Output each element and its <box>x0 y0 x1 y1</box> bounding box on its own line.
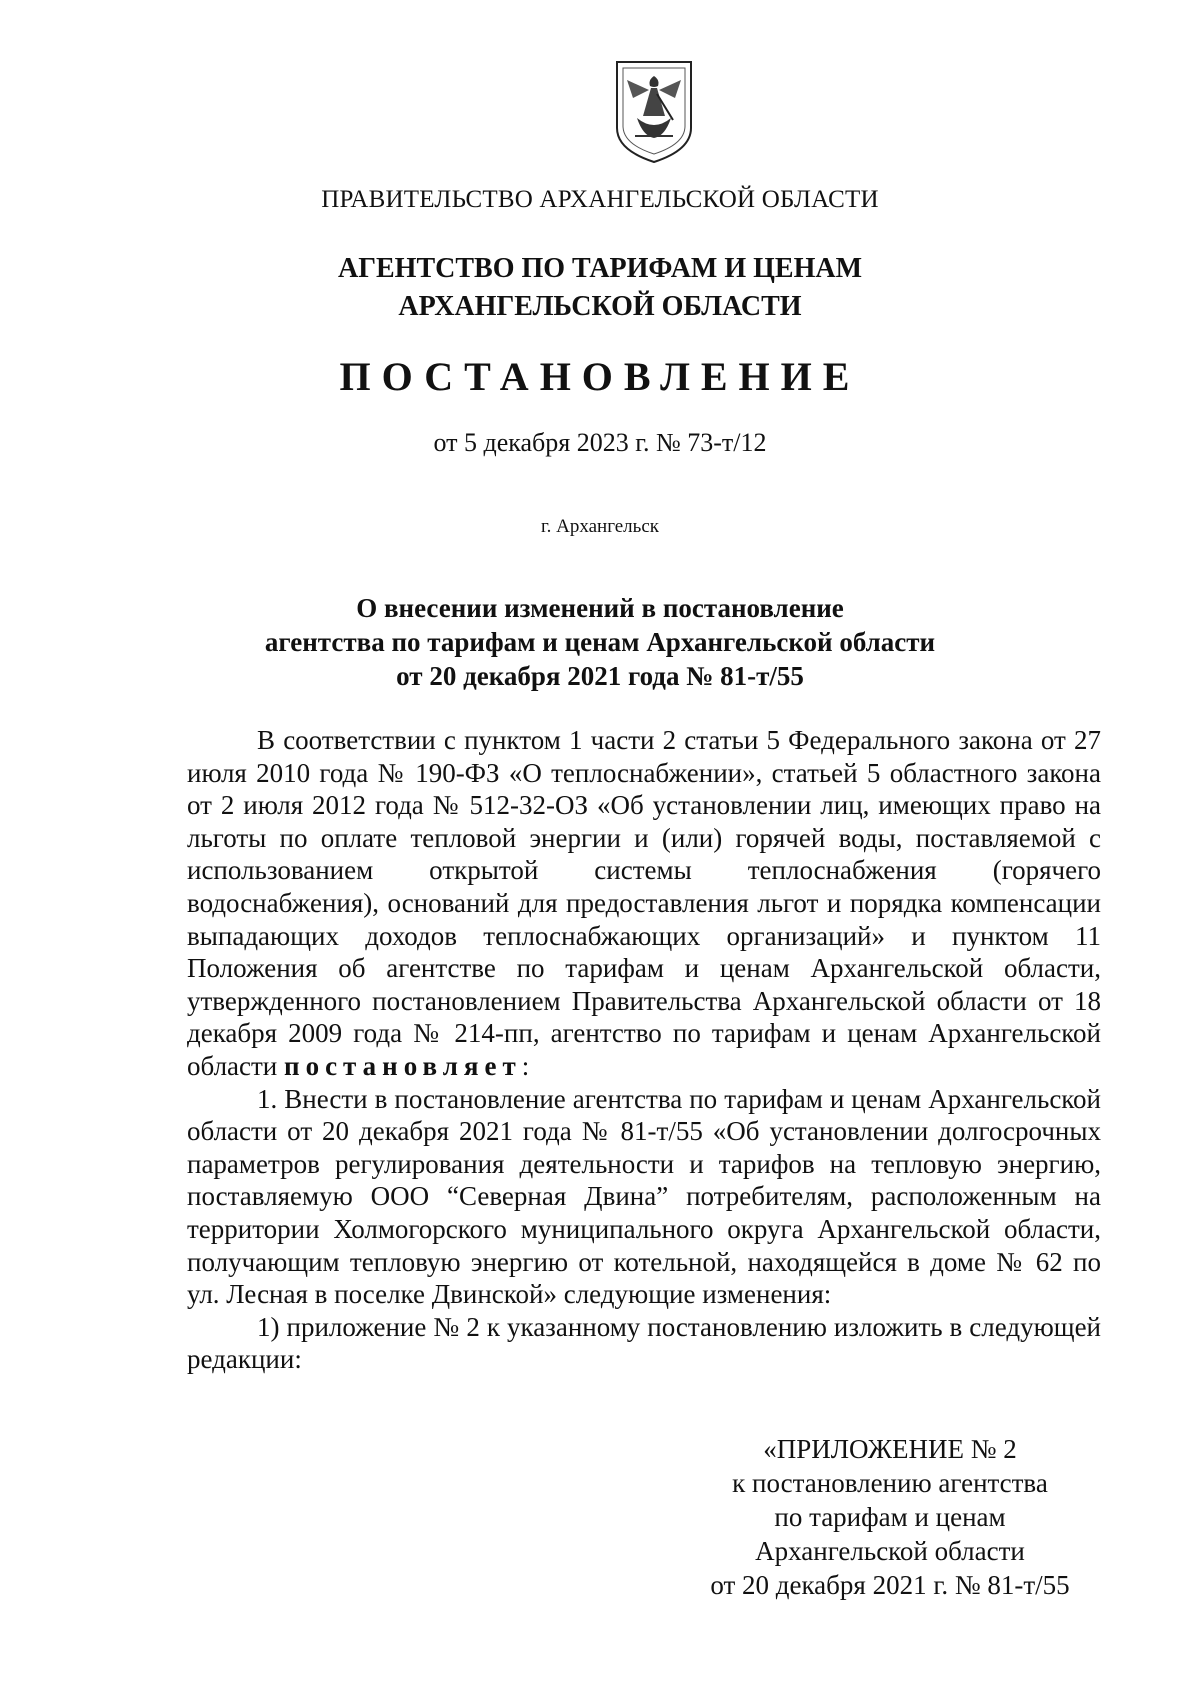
document-date-number: от 5 декабря 2023 г. № 73-т/12 <box>433 428 767 457</box>
annex-line4: Архангельской области <box>755 1536 1025 1566</box>
coat-of-arms-icon <box>613 58 695 164</box>
document-city: г. Архангельск <box>540 516 659 537</box>
subject-line1: О внесении изменений в постановление <box>356 593 844 623</box>
paragraph-subitem-1: 1) приложение № 2 к указанному постановлению изложить в следующей редакции: <box>187 1311 1101 1375</box>
resolution-word: постановляет <box>284 1050 522 1081</box>
annex-line2: к постановлению агентства <box>732 1468 1048 1498</box>
document-subject <box>0 591 1200 693</box>
paragraph-item-1: 1. Внести в постановление агентства по тарифам и ценам Архангельской области от 20 декабря 2021 года № 81-т/55 «Об установлении долгосрочных параметров регулирования деятельности и тарифов на тепловую энергию, поставляемую ООО “Северная Двина” потребителям, расположенным на территории Холмогорского муниципального округа Архангельской области, получающим тепловую энергию от котельной, находящейся в доме № 62 по ул. Лесная в поселке Двинской» следующие изменения: <box>187 1083 1101 1310</box>
government-title: ПРАВИТЕЛЬСТВО АРХАНГЕЛЬСКОЙ ОБЛАСТИ <box>321 186 879 213</box>
annex-line5: от 20 декабря 2021 г. № 81-т/55 <box>710 1570 1070 1600</box>
agency-title <box>0 250 1200 326</box>
preamble-text: В соответствии с пунктом 1 части 2 статьи 5 Федерального закона от 27 июля 2010 года № 190-ФЗ «О теплоснабжении», статьей 5 областного закона от 2 июля 2012 года № 512-32-ОЗ «Об установлении лиц, имеющих право на льготы по оплате тепловой энергии и (или) горячей воды, поставляемой с использованием открытой системы теплоснабжения (горячего водоснабжения), оснований для предоставления льгот и порядка компенсации выпадающих доходов теплоснабжающих организаций» и пунктом 11 Положения об агентстве по тарифам и ценам Архангельской области, утвержденного постановлением Правительства Архангельской области от 18 декабря 2009 года № 214-пп, агентство по тарифам и ценам Архангельской области <box>187 725 1101 1081</box>
subject-line3: от 20 декабря 2021 года № 81-т/55 <box>396 661 804 691</box>
annex-line1: «ПРИЛОЖЕНИЕ № 2 <box>763 1434 1017 1464</box>
document-type: ПОСТАНОВЛЕНИЕ <box>339 354 861 399</box>
subject-line2: агентства по тарифам и ценам Архангельской области <box>264 627 936 657</box>
document-body <box>187 724 1101 1376</box>
annex-header <box>660 1432 1120 1602</box>
annex-line3: по тарифам и ценам <box>774 1502 1006 1532</box>
agency-title-line2: АРХАНГЕЛЬСКОЙ ОБЛАСТИ <box>398 291 802 322</box>
paragraph-preamble <box>187 724 1101 1083</box>
preamble-end: : <box>521 1050 530 1081</box>
agency-title-line1: АГЕНТСТВО ПО ТАРИФАМ И ЦЕНАМ <box>337 253 863 284</box>
